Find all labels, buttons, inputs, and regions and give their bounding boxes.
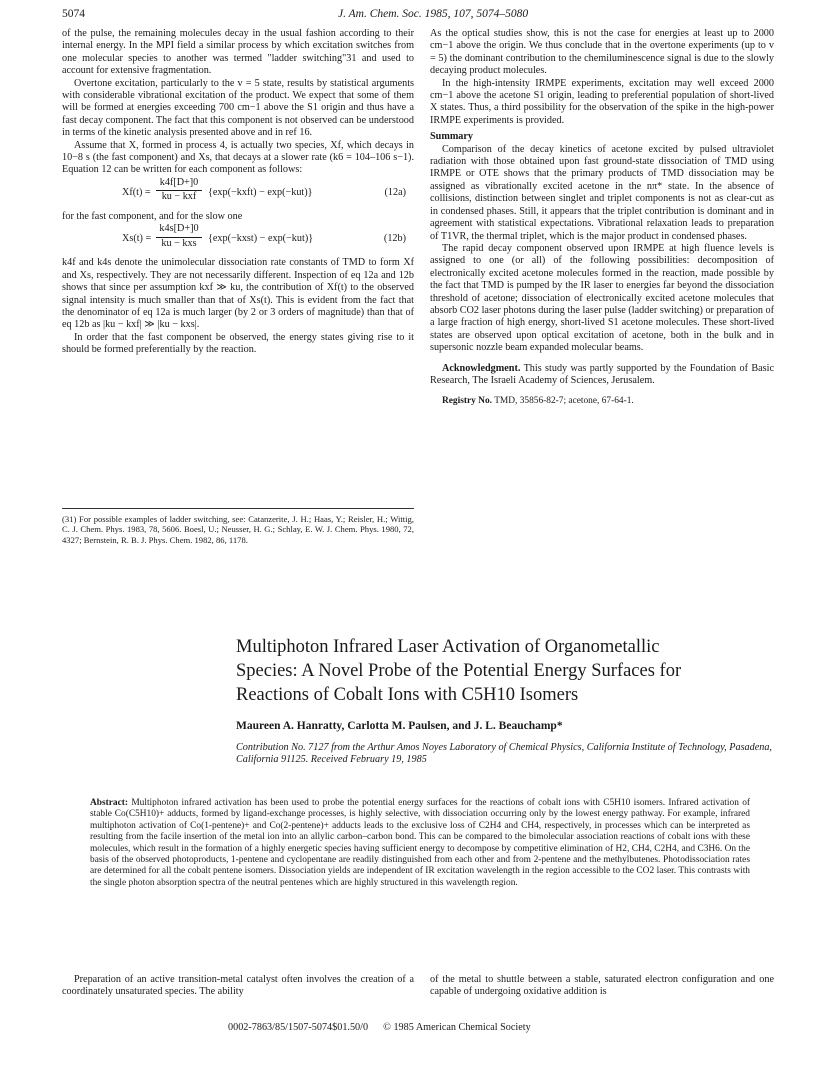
abstract-text: Multiphoton infrared activation has been used to probe the potential energy surfaces for the reactions of cobalt ions with C5H10 isomers. Infrared activation of stable Co(C5H10)+ adducts, formed by ligand-exchange processes, is highly selective, with dissociation occurring only by the lowest energy pathway. For example, infrared multiphoton activation of Co(1-pentene)+ and Co(2-pentene)+ adducts leads to the exclusive loss of C2H4 and CH4, respectively, in processes which can be interpreted as resulting from the facile insertion of the metal ion into an allylic carbon–carbon bond. This can be compared to the bimolecular association reactions of cobalt ions with these molecules, which result in the formation of a highly energetic species having sufficient energy to decompose by competitive elimination of H2, CH4, C2H4, and C3H6. On the basis of the observed photoproducts, 1-pentene and cyclopentane are readily distinguished from each other and from 2-pentene and the methylbutenes. Photodissociation rates are determined for all the cobalt pentene isomers. Dissociation yields are independent of IR excitation wavelength in the region accessible to the CO2 laser. This contrasts with the single photon absorption spectra of the neutral pentenes which are highly structured in this wavelength region. xyxy=(90,798,750,888)
eq12b-fraction xyxy=(156,223,202,250)
eq12a-numerator: k4f[D+]0 xyxy=(156,177,202,191)
eq12a-fraction xyxy=(156,177,202,204)
left-paragraph-4: for the fast component, and for the slow one xyxy=(62,210,243,222)
contribution-line: Contribution No. 7127 from the Arthur Amos Noyes Laboratory of Chemical Physics, California Institute of Technology, Pasadena, California 91125. Received February 19, 1985 xyxy=(236,742,772,766)
intro-left xyxy=(62,974,414,999)
left-column xyxy=(62,28,414,357)
left-paragraph-6: In order that the fast component be observed, the energy states giving rise to it should be formed preferentially by the reaction. xyxy=(62,331,414,356)
abstract xyxy=(90,798,750,889)
eq12b-rest: {exp(−kxst) − exp(−kut)} xyxy=(208,233,314,245)
authors: Maureen A. Hanratty, Carlotta M. Paulsen, and J. L. Beauchamp* xyxy=(236,720,563,732)
eq12b-numerator: k4s[D+]0 xyxy=(156,223,202,237)
summary-heading: Summary xyxy=(430,131,474,143)
footer-copyright: © 1985 American Chemical Society xyxy=(383,1022,531,1033)
title-line-3: Reactions of Cobalt Ions with C5H10 Isomers xyxy=(236,685,579,705)
page-number: 5074 xyxy=(62,8,85,20)
footnote-31: (31) For possible examples of ladder switching, see: Catanzerite, J. H.; Haas, Y.; Reisler, H.; Wittig, C. J. Chem. Phys. 1983, 78, 5606. Boesl, U.; Neusser, H. G.; Schlay, E. W. J. Chem. Phys. 1980, 72, 4327; Bernstein, R. B. J. Phys. Chem. 1982, 86, 1178. xyxy=(62,514,414,545)
title-line-2: Species: A Novel Probe of the Potential Energy Surfaces for xyxy=(236,661,682,681)
eq12b-tag: (12b) xyxy=(383,233,406,245)
left-paragraph-5: k4f and k4s denote the unimolecular dissociation rate constants of TMD to form Xf and Xs, respectively. They are not necessarily different. Inspection of eq 12a and 12b shows that since per assumption kxf ≫ ku, the contribution of Xf(t) to the observed signal intensity is much smaller than that of Xs(t). This is evident from the fact that the denominator of eq 12a is much larger (by 2 or 3 orders of magnitude) than that of eq 12b as |ku − kxf| ≫ |ku − kxs|. xyxy=(62,257,414,331)
acknowledgment xyxy=(430,363,774,388)
eq12a-denominator: ku − kxf xyxy=(161,191,197,203)
eq12b-lhs: Xs(t) = xyxy=(122,233,152,245)
title-line-1: Multiphoton Infrared Laser Activation of Organometallic xyxy=(236,637,660,657)
abstract-label: Abstract: xyxy=(90,798,129,808)
eq12b-denominator: ku − kxs xyxy=(161,237,197,249)
left-paragraph-1: of the pulse, the remaining molecules decay in the usual fashion according to their internal energy. In the MPI field a similar process by which excitation switches from one molecular species to another was termed "ladder switching"31 and used to account for extensive fragmentation. xyxy=(62,28,414,77)
intro-right-text: of the metal to shuttle between a stable, saturated electron configuration and one capable of undergoing oxidative addition is xyxy=(430,974,774,998)
equation-12a xyxy=(62,177,414,211)
footnote-rule xyxy=(62,508,414,509)
left-paragraph-2: Overtone excitation, particularly to the v = 5 state, results by statistical arguments with considerable vibrational excitation of the product. We expect that some of them will be formed at energies exceeding 700 cm−1 above the S1 origin and thus have a fast decay component. The fact that this component is not observed can be understood in terms of the kinetic analysis presented above and in ref 16. xyxy=(62,77,414,139)
intro-right xyxy=(430,974,774,999)
footer xyxy=(228,1022,531,1033)
right-paragraph-2: In the high-intensity IRMPE experiments, excitation may well exceed 2000 cm−1 above the acetone S1 origin, leading to preferential population of short-lived X states. Thus, a third possibility for the observation of the spike in the high-power IRMPE experiments is provided. xyxy=(430,77,774,126)
footer-code: 0002-7863/85/1507-5074$01.50/0 xyxy=(228,1022,369,1033)
summary-paragraph-2: The rapid decay component observed upon IRMPE at high fluence levels is assigned to one (or all) of the following possibilities: decomposition of electronically excited acetone molecules formed in the reaction, made possible by the fact that TMD is pumped by the IR laser to energies far beyond the dissociation threshold of acetone; dissociation of electronically excited acetone molecules that absorb CO2 laser photons during the laser pulse (ladder switching) or preparation of a large fraction of high energy, short-lived S1 acetone molecules. These short-lived states are observed upon optical excitation of acetone, both in the bulk and in supersonic nozzle beam expanded molecular beams. xyxy=(430,242,774,354)
right-column xyxy=(430,28,774,408)
left-paragraph-3: Assume that X, formed in process 4, is actually two species, Xf, which decays in 10−8 s (the fast component) and Xs, that decays at a slower rate (k6 = 104–106 s−1). Equation 12 can be written for each component as follows: xyxy=(62,139,414,176)
article-title xyxy=(236,635,776,707)
registry-text: TMD, 35856-82-7; acetone, 67-64-1. xyxy=(494,396,634,407)
right-paragraph-1: As the optical studies show, this is not the case for energies at least up to 2000 cm−1 above the origin. We thus conclude that in the overtone experiments (up to v = 5) the dominant contribution to the chemiluminescence signal is due to the slowly decaying product molecules. xyxy=(430,28,774,77)
registry-label: Registry No. xyxy=(442,396,492,407)
acknowledgment-text: This study was partly supported by the Foundation of Basic Research, The Israeli Academy of Sciences, Jerusalem. xyxy=(430,362,774,386)
running-header: J. Am. Chem. Soc. 1985, 107, 5074–5080 xyxy=(338,8,529,20)
eq12a-lhs: Xf(t) = xyxy=(122,186,151,198)
eq12a-tag: (12a) xyxy=(384,186,406,198)
intro-left-text: Preparation of an active transition-metal catalyst often involves the creation of a coordinately unsaturated species. The ability xyxy=(62,974,414,998)
acknowledgment-label: Acknowledgment. xyxy=(442,362,521,374)
registry-numbers xyxy=(430,395,774,407)
summary-paragraph-1: Comparison of the decay kinetics of acetone excited by pulsed ultraviolet radiation with those obtained upon fast ground-state dissociation of TMD using IRMPE or OTE shows that the primary products of TMD dissociation may be assigned as vibrationally excited acetone in the nπ* state. In the absence of collisions, distinction between singlet and triplet components is not as clear-cut as in condensed phases. Still, it appears that the triplet contribution is dominant and in agreement with statistical expectations. Vibrational relaxation leads to preparation of T1VR, the thermal triplet, which is the major product in condensed phases. xyxy=(430,143,774,242)
equation-12b xyxy=(62,223,414,257)
eq12a-rest: {exp(−kxft) − exp(−kut)} xyxy=(208,186,313,198)
